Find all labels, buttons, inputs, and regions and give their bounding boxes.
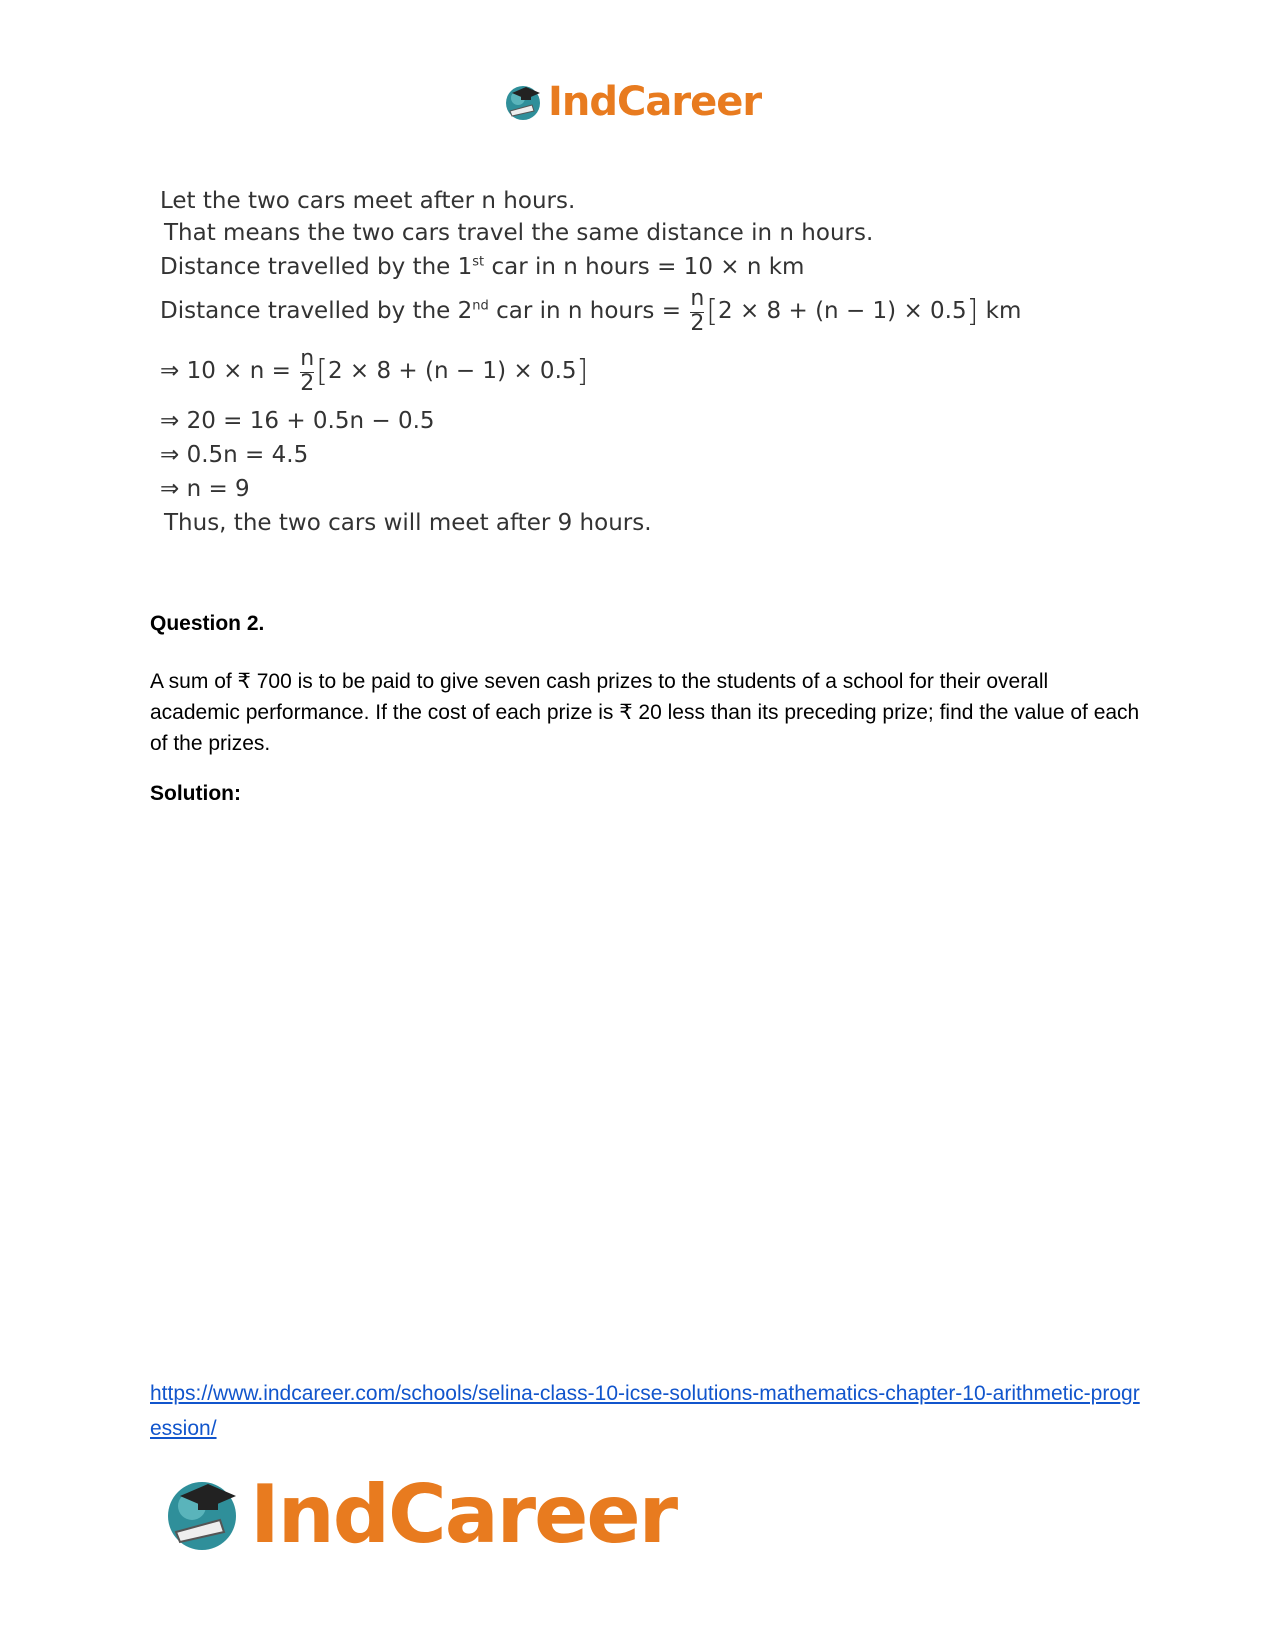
bracket-close: ] <box>966 294 979 329</box>
step-text: Distance travelled by the 2 <box>160 298 473 324</box>
bracket-content: 2 × 8 + (n − 1) × 0.5 <box>327 358 577 384</box>
step-line: Let the two cars meet after n hours. <box>160 188 576 214</box>
question-heading: Question 2. <box>150 612 265 635</box>
step-text: km <box>978 298 1022 324</box>
fraction-numerator: n <box>300 346 315 371</box>
fraction-denominator: 2 <box>690 311 705 336</box>
bracket-open: [ <box>706 294 719 329</box>
step-line: Thus, the two cars will meet after 9 hours. <box>164 510 652 536</box>
step-text: Distance travelled by the 1 <box>160 254 473 280</box>
step-text: car in n hours = <box>488 298 689 324</box>
fraction <box>690 288 704 335</box>
step-line: ⇒ 0.5n = 4.5 <box>160 442 309 468</box>
footer-logo <box>160 1468 676 1560</box>
step-line: ⇒ 20 = 16 + 0.5n − 0.5 <box>160 408 435 434</box>
ordinal-suffix: nd <box>472 298 489 314</box>
step-line: ⇒ n = 9 <box>160 476 250 502</box>
step-text: car in n hours = 10 × n km <box>484 254 805 280</box>
step-text: ⇒ 10 × n = <box>160 358 299 384</box>
globe-graduation-icon <box>160 1472 244 1556</box>
step-line <box>160 348 588 395</box>
header-logo <box>502 78 761 126</box>
fraction <box>300 348 314 395</box>
fraction-denominator: 2 <box>300 371 315 396</box>
solution-heading: Solution: <box>150 782 241 805</box>
step-line <box>160 288 1021 335</box>
source-link[interactable]: https://www.indcareer.com/schools/selina-class-10-icse-solutions-mathematics-chapter-10-arithmetic-progression/ <box>150 1382 1140 1440</box>
bracket-content: 2 × 8 + (n − 1) × 0.5 <box>718 298 967 324</box>
bracket-close: ] <box>576 354 589 389</box>
brand-name: IndCareer <box>548 79 762 125</box>
question-body: A sum of ₹ 700 is to be paid to give seven cash prizes to the students of a school for their overall academic performance. If the cost of each prize is ₹ 20 less than its preceding prize; find the value of each of the prizes. <box>150 670 1140 755</box>
brand-name: IndCareer <box>250 1467 677 1561</box>
fraction-numerator: n <box>690 286 705 311</box>
bracket-open: [ <box>316 354 328 389</box>
step-line <box>160 254 804 280</box>
globe-graduation-icon <box>502 81 544 123</box>
ordinal-suffix: st <box>472 254 485 270</box>
step-line: That means the two cars travel the same distance in n hours. <box>164 220 874 246</box>
